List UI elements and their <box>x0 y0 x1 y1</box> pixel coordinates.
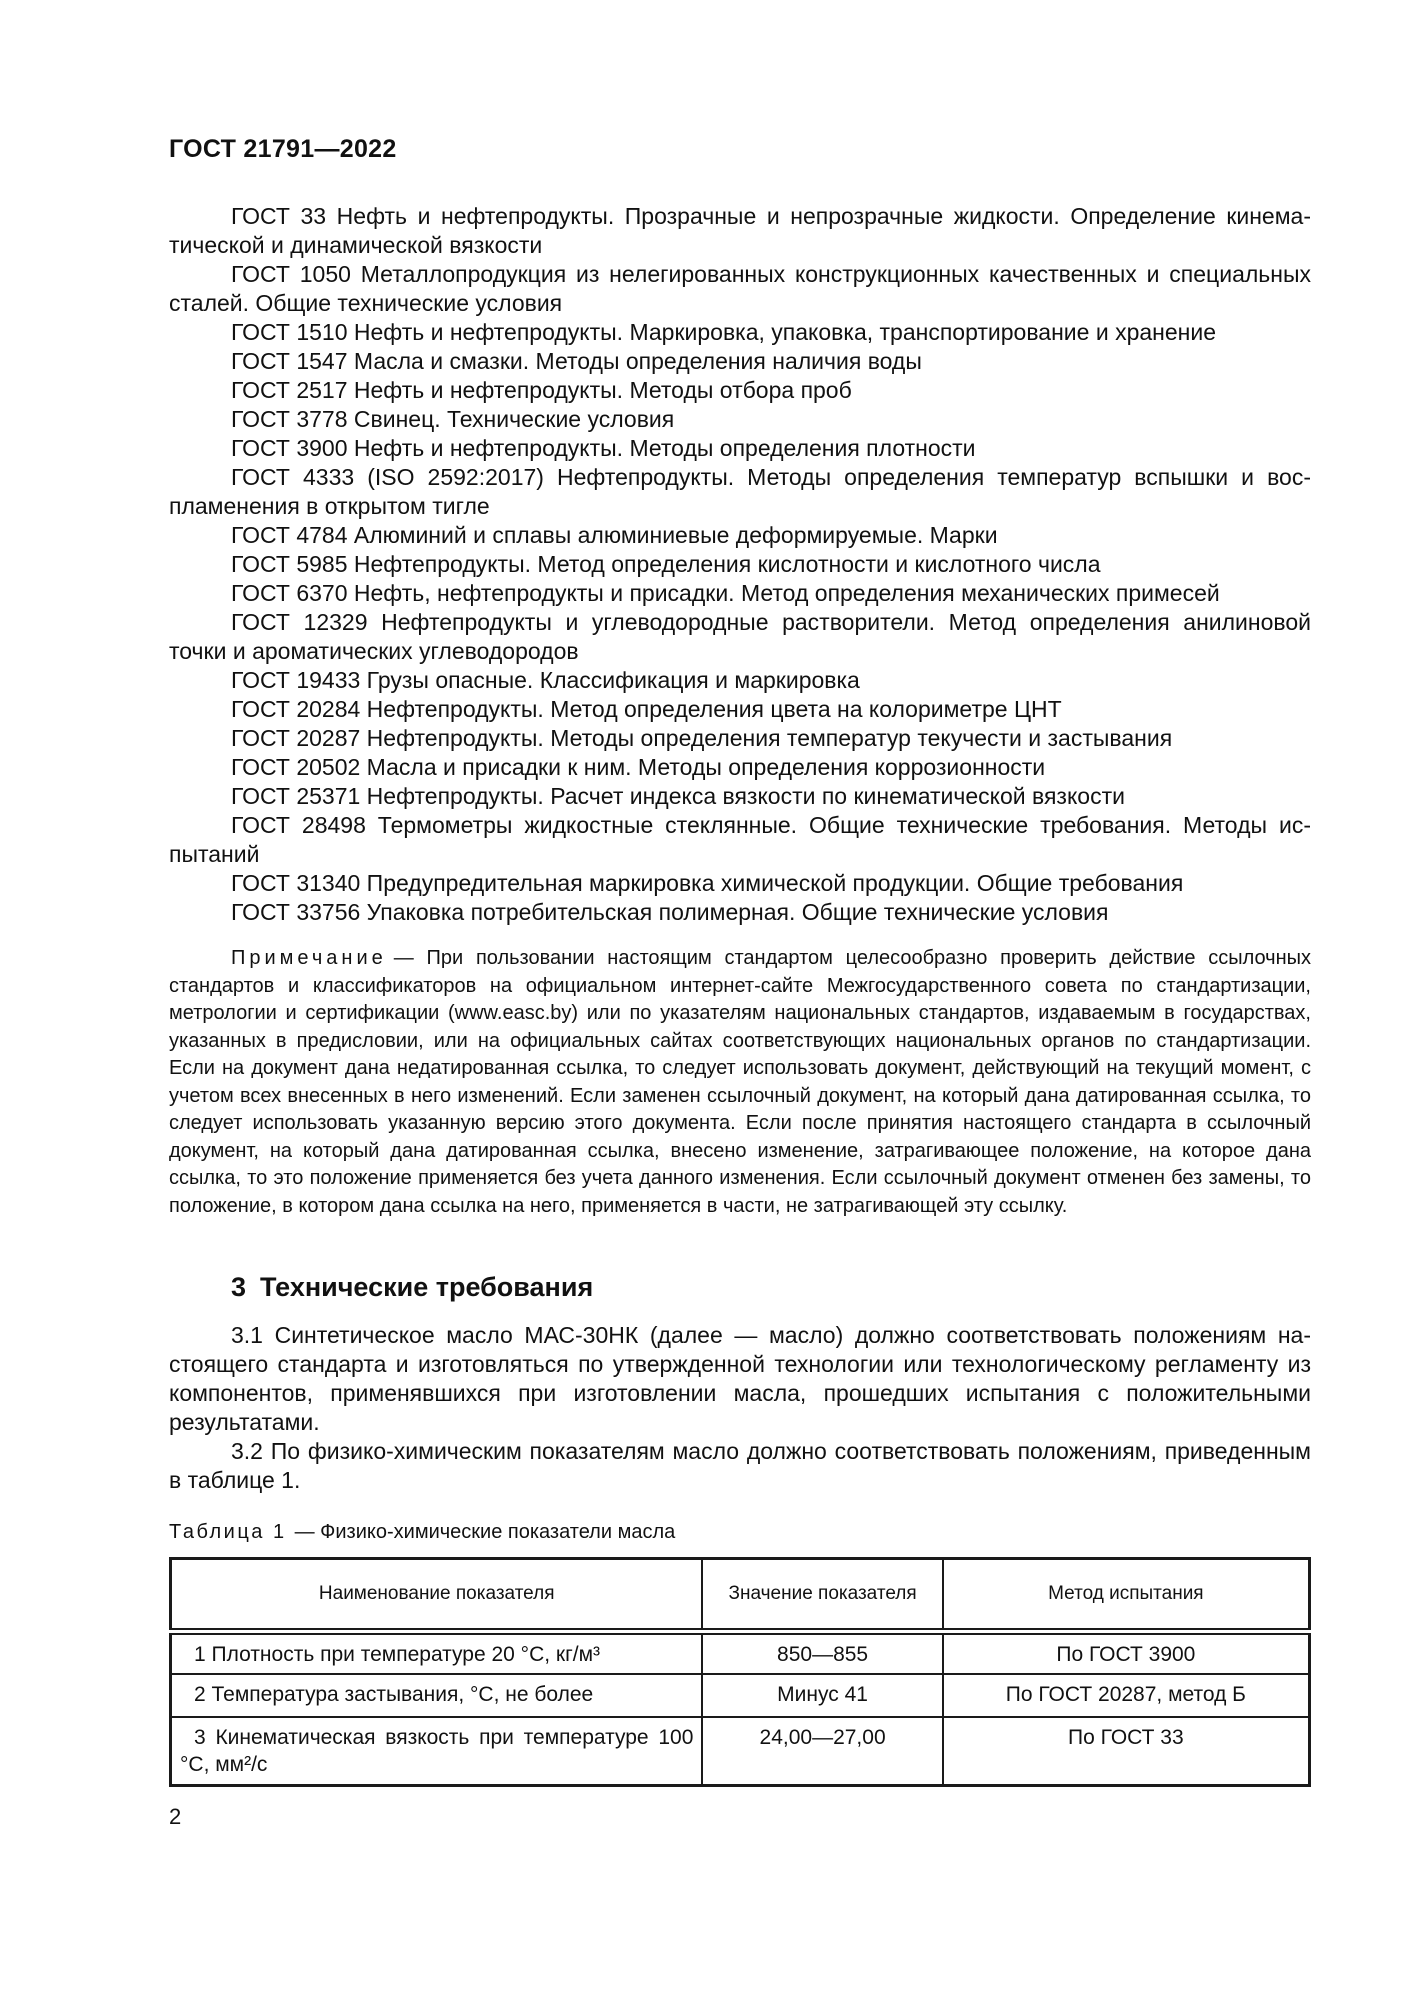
table-cell-name: 1 Плотность при температуре 20 °С, кг/м³ <box>171 1632 703 1675</box>
page-content <box>169 0 1311 1831</box>
table-cell-method: По ГОСТ 20287, метод Б <box>943 1674 1310 1717</box>
table-1-caption <box>169 1519 1311 1545</box>
note-body: — При пользовании настоящим стандартом целесообразно проверить действие ссылочных стандартов и классификаторов на официальном интернет-сайте Межгосударственного совета по стандартизации, метрологии и сертификации (www.easc.by) или по указателям национальных стандартов, издаваемым в государствах, указанных в предисловии, или на официальных сайтах соответствующих национальных органов по стандартизации. Если на документ дана недатированная ссылка, то следует использовать документ, действующий на текущий момент, с учетом всех внесенных в него изменений. Если заменен ссылочный документ, на который дана датированная ссылка, то следует использовать указанную версию этого документа. Если после принятия настоящего стандарта в ссылочный документ, на который дана датированная ссылка, внесено изменение, затрагивающее положение, на которое дана ссылка, то это положение применяется без учета данного изменения. Если ссылочный документ отменен без замены, то положение, в котором дана ссылка на него, применяется в части, не затрагивающей эту ссылку. <box>169 947 1311 1217</box>
table-cell-name: 2 Температура застывания, °С, не более <box>171 1674 703 1717</box>
table-1-body <box>171 1632 1310 1786</box>
table-1 <box>169 1557 1311 1787</box>
section-3-number: 3 <box>231 1272 247 1302</box>
document-header: ГОСТ 21791—2022 <box>169 135 397 163</box>
table-1-header-row <box>171 1559 1310 1632</box>
note-paragraph <box>169 945 1311 1220</box>
reference-item: ГОСТ 3900 Нефть и нефтепродукты. Методы определения плотности <box>231 435 976 461</box>
reference-item: ГОСТ 33 Нефть и нефтепродукты. Прозрачные и непрозрачные жидкости. Определение кинематической и динамической вязкости <box>169 203 1311 258</box>
table-cell-method: По ГОСТ 3900 <box>943 1632 1310 1675</box>
table-cell-method: По ГОСТ 33 <box>943 1717 1310 1786</box>
table-1-caption-label: Таблица 1 <box>169 1521 287 1543</box>
reference-item: ГОСТ 5985 Нефтепродукты. Метод определения кислотности и кислотного числа <box>231 551 1101 577</box>
reference-item: ГОСТ 6370 Нефть, нефтепродукты и присадки. Метод определения механических примесей <box>231 580 1220 606</box>
section-3-paragraph: 3.2 По физико-химическим показателям масло должно соответствовать положениям, приведенным в таблице 1. <box>169 1438 1311 1493</box>
table-1-caption-text: — Физико-химические показатели масла <box>294 1521 676 1543</box>
reference-item: ГОСТ 20502 Масла и присадки к ним. Методы определения коррозионности <box>231 754 1046 780</box>
reference-item: ГОСТ 20287 Нефтепродукты. Методы определения температур текучести и застывания <box>231 725 1173 751</box>
table-1-col-header-value: Значение показателя <box>702 1559 942 1632</box>
reference-item: ГОСТ 1050 Металлопродукция из нелегированных конструкционных качественных и специальных сталей. Общие технические условия <box>169 261 1311 316</box>
section-3-paragraph: 3.1 Синтетическое масло МАС-30НК (далее — масло) должно соответствовать положениям настоящего стандарта и изготовляться по утвержденной технологии или технологическому регламенту из компонентов, применявшихся при изготовлении масла, прошедших испытания с положительными результатами. <box>169 1322 1311 1435</box>
reference-item: ГОСТ 12329 Нефтепродукты и углеводородные растворители. Метод определения анилиновой точки и ароматических углеводородов <box>169 609 1311 664</box>
table-cell-value: 850—855 <box>702 1632 942 1675</box>
reference-item: ГОСТ 19433 Грузы опасные. Классификация и маркировка <box>231 667 860 693</box>
reference-item: ГОСТ 4784 Алюминий и сплавы алюминиевые деформируемые. Марки <box>231 522 998 548</box>
references-list <box>169 202 1311 927</box>
reference-item: ГОСТ 33756 Упаковка потребительская полимерная. Общие технические условия <box>231 899 1109 925</box>
reference-item: ГОСТ 1547 Масла и смазки. Методы определения наличия воды <box>231 348 922 374</box>
section-3-paragraphs <box>169 1321 1311 1495</box>
table-row <box>171 1674 1310 1717</box>
table-1-col-header-name: Наименование показателя <box>171 1559 703 1632</box>
reference-item: ГОСТ 1510 Нефть и нефтепродукты. Маркировка, упаковка, транспортирование и хранение <box>231 319 1216 345</box>
table-cell-value: 24,00—27,00 <box>702 1717 942 1786</box>
reference-item: ГОСТ 3778 Свинец. Технические условия <box>231 406 675 432</box>
reference-item: ГОСТ 31340 Предупредительная маркировка химической продукции. Общие требования <box>231 870 1184 896</box>
page-number: 2 <box>169 1804 182 1829</box>
table-row <box>171 1632 1310 1675</box>
section-3-heading <box>169 1270 1311 1304</box>
table-1-col-header-method: Метод испытания <box>943 1559 1310 1632</box>
note-label: Примечание <box>231 947 387 969</box>
reference-item: ГОСТ 20284 Нефтепродукты. Метод определения цвета на колориметре ЦНТ <box>231 696 1062 722</box>
table-cell-name: 3 Кинематическая вязкость при температуре 100 °С, мм²/с <box>171 1717 703 1786</box>
reference-item: ГОСТ 2517 Нефть и нефтепродукты. Методы отбора проб <box>231 377 852 403</box>
reference-item: ГОСТ 4333 (ISO 2592:2017) Нефтепродукты. Методы определения температур вспышки и воспламенения в открытом тигле <box>169 464 1311 519</box>
reference-item: ГОСТ 25371 Нефтепродукты. Расчет индекса вязкости по кинематической вязкости <box>231 783 1125 809</box>
table-cell-value: Минус 41 <box>702 1674 942 1717</box>
reference-item: ГОСТ 28498 Термометры жидкостные стеклянные. Общие технические требования. Методы испытаний <box>169 812 1311 867</box>
section-3-title: Технические требования <box>260 1272 594 1302</box>
table-row <box>171 1717 1310 1786</box>
